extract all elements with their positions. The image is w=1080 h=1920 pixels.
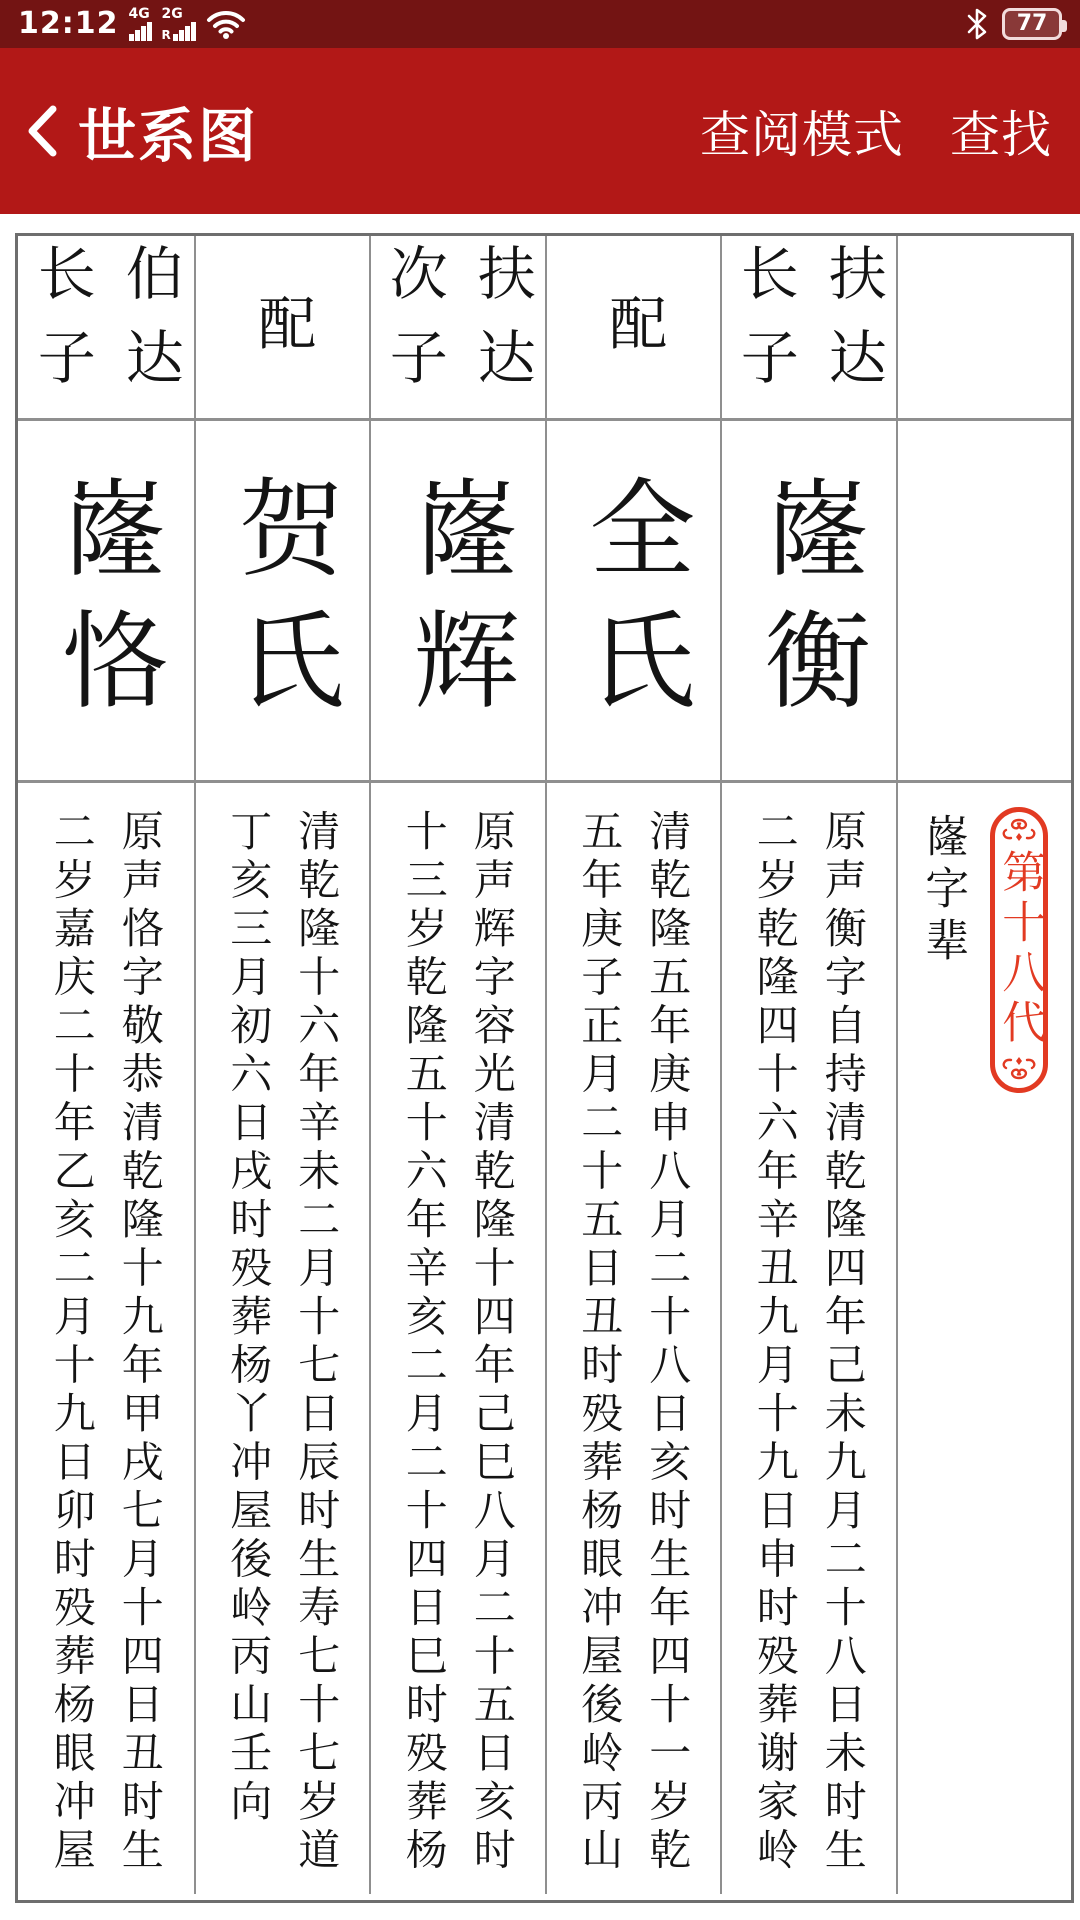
bio-line-1: 原声恪字敬恭清乾隆十九年甲戌七月十四日丑时生 (115, 809, 165, 1876)
person-name-cell[interactable] (18, 418, 194, 780)
bio-cell (18, 780, 194, 1894)
bio-line-2: 丁亥三月初六日戌时殁葬杨丫冲屋後岭丙山壬向 (224, 809, 274, 1828)
scroll-ornament-icon (999, 817, 1039, 845)
spouse-marker-cell (545, 236, 721, 418)
relation-cell-longheng (720, 236, 896, 418)
person-name-cell[interactable] (369, 418, 545, 780)
empty-cell (896, 418, 1072, 780)
genealogy-table[interactable] (15, 233, 1074, 1903)
person-name: 贺氏 (221, 473, 345, 737)
relation-cell-longhui (369, 236, 545, 418)
status-bar (0, 0, 1080, 48)
bio-line-1: 清乾隆十六年辛未二月十七日辰时生寿七十七岁道 (292, 809, 342, 1876)
wifi-icon (206, 8, 246, 40)
parent-name: 伯达 (115, 243, 184, 411)
battery-icon (1002, 8, 1062, 40)
sim2-signal-bars (162, 22, 196, 41)
person-name: 全氏 (572, 473, 696, 737)
person-name: 嶐衡 (747, 473, 871, 737)
bio-cell (545, 780, 721, 1894)
bio-line-2: 二岁嘉庆二十年乙亥二月十九日卯时殁葬杨眼冲屋 (47, 809, 97, 1876)
person-name: 嶐恪 (44, 473, 168, 737)
empty-cell (896, 236, 1072, 418)
bio-cell (369, 780, 545, 1894)
spouse-label: 配 (248, 293, 317, 361)
bio-line-2: 五年庚子正月二十五日丑时殁葬杨眼冲屋後岭丙山 (575, 809, 625, 1876)
person-name-cell[interactable] (720, 418, 896, 780)
bio-cell (720, 780, 896, 1894)
bio-cell (194, 780, 370, 1894)
sim2-signal-icon (162, 7, 196, 41)
app-bar-actions (700, 95, 1054, 167)
generation-cell (896, 780, 1072, 1894)
bio-line-1: 原声衡字自持清乾隆四年己未九月二十八日未时生 (818, 809, 868, 1876)
status-bar-right (966, 6, 1062, 42)
generation-banner-label: 第十八代 (994, 849, 1046, 1049)
spouse-marker-cell (194, 236, 370, 418)
bio-line-2: 二岁乾隆四十六年辛丑九月十九日申时殁葬谢家岭 (750, 809, 800, 1876)
roaming-indicator: R (161, 28, 171, 42)
sim1-signal-bars (129, 22, 152, 41)
search-button[interactable]: 查找 (950, 106, 1052, 164)
spouse-name-cell[interactable] (545, 418, 721, 780)
bluetooth-icon (966, 6, 988, 42)
parent-name: 扶达 (467, 243, 536, 411)
sim1-network-label: 4G (128, 6, 150, 22)
sim2-network-label: 2G (161, 6, 183, 22)
back-chevron-icon (26, 104, 58, 158)
spouse-label: 配 (599, 293, 668, 361)
bio-line-1: 原声辉字容光清乾隆十四年己巳八月二十五日亥时 (467, 809, 517, 1876)
view-mode-button[interactable]: 查阅模式 (700, 106, 904, 164)
relation-label: 次子 (379, 243, 448, 411)
person-name: 嶐辉 (396, 473, 520, 737)
generation-banner (990, 807, 1048, 1093)
battery-percent: 77 (1016, 11, 1048, 36)
lineage-note: 嶐字辈 (917, 813, 969, 969)
bio-line-2: 十三岁乾隆五十六年辛亥二月二十四日巳时殁葬杨 (399, 809, 449, 1876)
clock: 12:12 (18, 6, 119, 41)
status-bar-left (18, 7, 246, 41)
relation-label: 长子 (730, 243, 799, 411)
scroll-ornament-icon (999, 1053, 1039, 1081)
app-bar (0, 48, 1080, 214)
page-title: 世系图 (78, 102, 259, 170)
relation-label: 长子 (27, 243, 96, 411)
back-button[interactable] (26, 89, 258, 173)
parent-name: 扶达 (818, 243, 887, 411)
relation-cell-longke (18, 236, 194, 418)
spouse-name-cell[interactable] (194, 418, 370, 780)
bio-line-1: 清乾隆五年庚申八月二十八日亥时生年四十一岁乾 (643, 809, 693, 1876)
sim1-signal-icon (129, 7, 152, 41)
battery-nub (1062, 20, 1067, 32)
